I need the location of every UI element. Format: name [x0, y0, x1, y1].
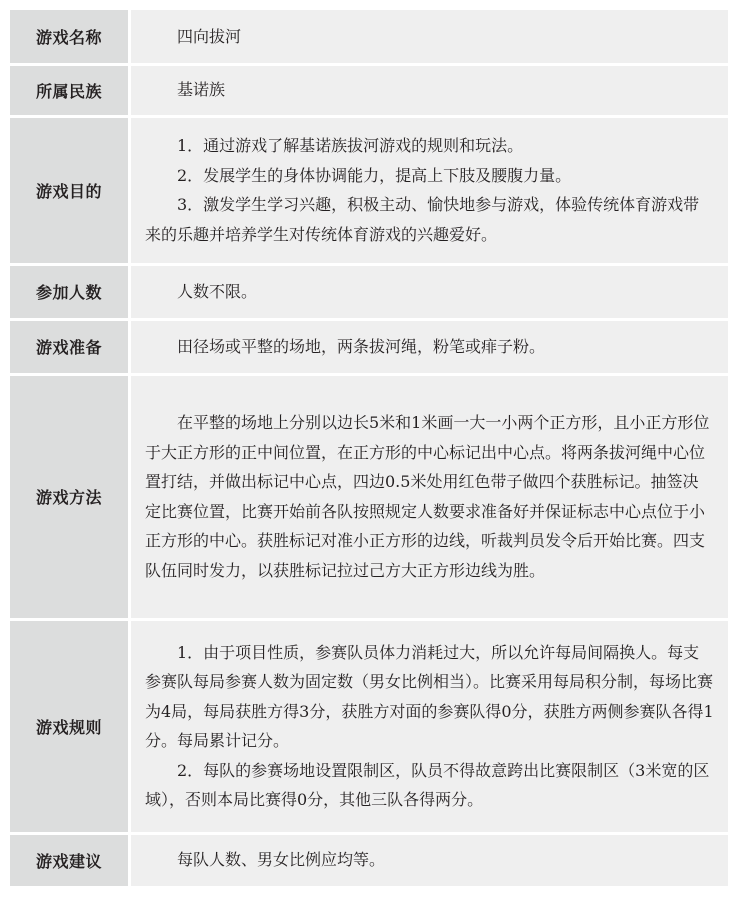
game-info-table	[10, 10, 728, 889]
row-value	[130, 64, 729, 116]
row-game-name	[10, 10, 728, 64]
row-ethnic-group	[10, 64, 728, 116]
paragraph: 人数不限。	[177, 281, 258, 301]
row-value	[130, 374, 729, 619]
paragraph: 田径场或平整的场地，两条拔河绳，粉笔或痱子粉。	[177, 336, 546, 356]
row-game-purpose	[10, 116, 728, 264]
row-label: 游戏目的	[10, 116, 130, 264]
paragraph: 3．激发学生学习兴趣，积极主动、愉快地参与游戏，体验传统体育游戏带来的乐趣并培养学生对传统体育游戏的兴趣爱好。	[145, 195, 700, 244]
paragraph: 2．发展学生的身体协调能力，提高上下肢及腰腹力量。	[177, 165, 572, 185]
row-participants	[10, 264, 728, 319]
paragraph: 1．通过游戏了解基诺族拔河游戏的规则和玩法。	[177, 136, 524, 155]
paragraph: 基诺族	[177, 80, 226, 100]
row-value	[130, 319, 729, 374]
paragraph: 2．每队的参赛场地设置限制区，队员不得故意跨出比赛限制区（3米宽的区域），否则本局比赛得0分，其他三队各得两分。	[145, 760, 710, 809]
row-method	[10, 374, 728, 619]
row-label: 游戏规则	[10, 619, 130, 833]
row-label: 游戏名称	[10, 10, 130, 64]
row-label: 参加人数	[10, 264, 130, 319]
paragraph: 1．由于项目性质，参赛队员体力消耗过大，所以允许每局间隔换人。每支参赛队每局参赛人数为固定数（男女比例相当）。比赛采用每局积分制，每场比赛为4局，每局获胜方得3分，获胜方对面的参赛队得0分，获胜方两侧参赛队各得1分。每局累计记分。	[145, 642, 714, 750]
row-value	[130, 619, 729, 833]
row-label: 游戏方法	[10, 374, 130, 619]
row-preparation	[10, 319, 728, 374]
row-value	[130, 116, 729, 264]
row-value	[130, 264, 729, 319]
paragraph: 在平整的场地上分别以边长5米和1米画一大一小两个正方形，且小正方形位于大正方形的正中间位置，在正方形的中心标记出中心点。将两条拔河绳中心位置打结，并做出标记中心点，四边0.5米处用红色带子做四个获胜标记。抽签决定比赛位置，比赛开始前各队按照规定人数要求准备好并保证标志中心点位于小正方形的中心。获胜标记对准小正方形的边线，听裁判员发令后开始比赛。四支队伍同时发力，以获胜标记拉过己方大正方形边线为胜。	[145, 413, 710, 580]
row-label: 游戏建议	[10, 833, 130, 887]
row-suggestion	[10, 833, 728, 887]
row-value	[130, 10, 729, 64]
row-value	[130, 833, 729, 887]
row-label: 游戏准备	[10, 319, 130, 374]
paragraph: 四向拔河	[177, 26, 242, 46]
paragraph: 每队人数、男女比例应均等。	[177, 850, 386, 870]
row-label: 所属民族	[10, 64, 130, 116]
row-rules	[10, 619, 728, 833]
